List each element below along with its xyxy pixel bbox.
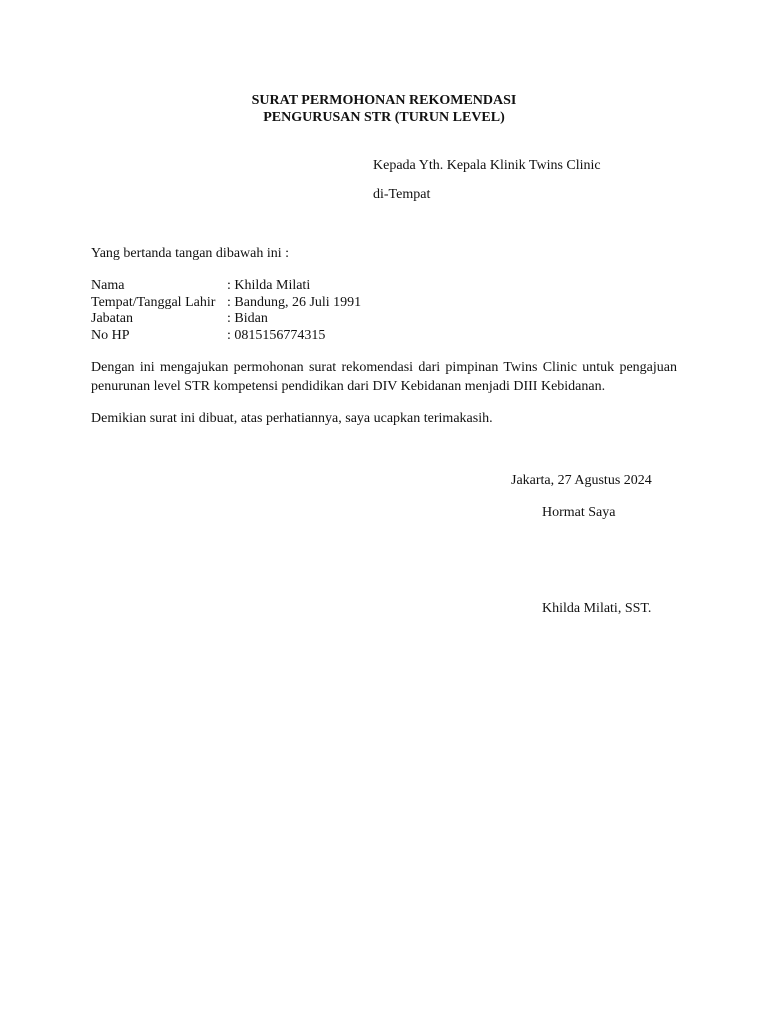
identity-label: No HP	[91, 327, 130, 343]
identity-row-birth	[91, 295, 361, 312]
intro-line: Yang bertanda tangan dibawah ini :	[91, 246, 290, 261]
identity-table	[91, 278, 361, 344]
place-line: di-Tempat	[373, 187, 431, 202]
date-place: Jakarta, 27 Agustus 2024	[511, 473, 652, 488]
identity-row-phone	[91, 328, 361, 345]
identity-value: : 0815156774315	[227, 327, 326, 343]
identity-value: : Bidan	[227, 311, 268, 326]
identity-label: Tempat/Tanggal Lahir	[91, 294, 216, 310]
signatory-name: Khilda Milati, SST.	[542, 601, 652, 616]
letter-title-line1: SURAT PERMOHONAN REKOMENDASI	[251, 93, 517, 108]
closing-salutation: Hormat Saya	[542, 505, 616, 520]
identity-label: Nama	[91, 278, 125, 293]
letter-title-line2: PENGURUSAN STR (TURUN LEVEL)	[263, 110, 505, 125]
closing-paragraph: Demikian surat ini dibuat, atas perhatiannya, saya ucapkan terimakasih.	[91, 411, 493, 426]
identity-label: Jabatan	[91, 311, 133, 326]
request-paragraph: Dengan ini mengajukan permohonan surat rekomendasi dari pimpinan Twins Clinic untuk pengajuan penurunan level STR kompetensi pendidikan dari DIV Kebidanan menjadi DIII Kebidanan.	[91, 360, 677, 394]
identity-value: : Khilda Milati	[227, 278, 311, 293]
identity-value: : Bandung, 26 Juli 1991	[227, 294, 362, 310]
recipient-line: Kepada Yth. Kepala Klinik Twins Clinic	[373, 158, 601, 173]
identity-row-position	[91, 311, 361, 328]
identity-row-name	[91, 278, 361, 295]
